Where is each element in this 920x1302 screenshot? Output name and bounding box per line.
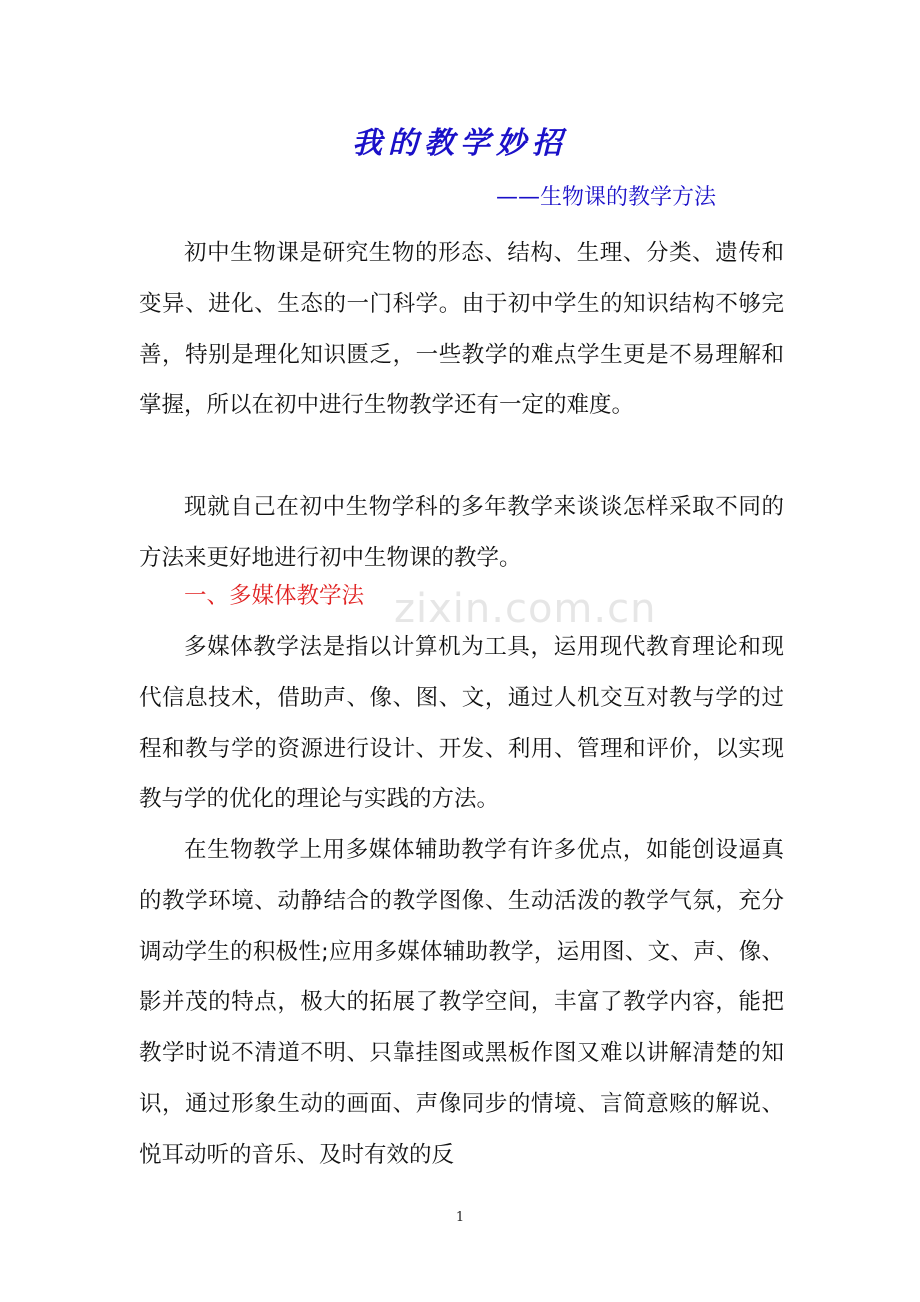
paragraph-intro: 初中生物课是研究生物的形态、结构、生理、分类、遗传和变异、进化、生态的一门科学。由于初中学生的知识结构不够完善，特别是理化知识匮乏，一些教学的难点学生更是不易理解和掌握，所以在初中进行生物教学还有一定的难度。: [139, 240, 784, 419]
paragraph-multimedia-definition: 多媒体教学法是指以计算机为工具，运用现代教育理论和现代信息技术，借助声、像、图、文，通过人机交互对教与学的过程和教与学的资源进行设计、开发、利用、管理和评价，以实现教与学的优化的理论与实践的方法。: [139, 634, 784, 813]
document-title: 我的教学妙招: [352, 126, 568, 161]
watermark: zixin.com.cn: [394, 586, 657, 632]
page-number: 1: [455, 1210, 465, 1225]
paragraph-purpose: 现就自己在初中生物学科的多年教学来谈谈怎样采取不同的方法来更好地进行初中生物课的教学。: [139, 494, 784, 571]
section-heading-multimedia: 一、多媒体教学法: [184, 583, 365, 609]
paragraph-multimedia-advantages: 在生物教学上用多媒体辅助教学有许多优点，如能创设逼真的教学环境、动静结合的教学图像、生动活泼的教学气氛，充分调动学生的积极性;应用多媒体辅助教学，运用图、文、声、像、影并茂的特点，极大的拓展了教学空间，丰富了教学内容，能把教学时说不清道不明、只靠挂图或黑板作图又难以讲解清楚的知识，通过形象生动的画面、声像同步的情境、言简意赅的解说、悦耳动听的音乐、及时有效的反: [139, 837, 784, 1168]
document-subtitle: ——生物课的教学方法: [496, 185, 717, 210]
